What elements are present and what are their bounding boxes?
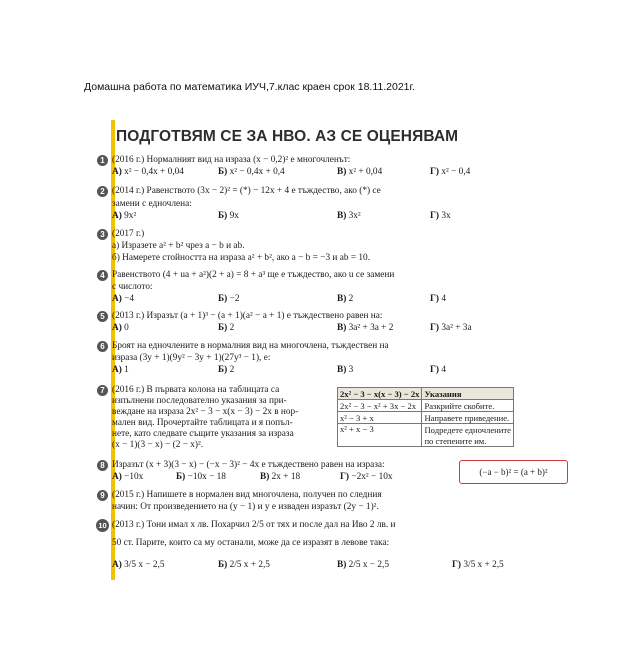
problem-text: изпълнени последователно указания за при- xyxy=(112,396,287,406)
answer-b: Б) 9x xyxy=(218,211,239,221)
answer-d: Г) 4 xyxy=(430,294,446,304)
answer-a: А) 0 xyxy=(112,323,129,333)
answer-b: Б) x² − 0,4x + 0,4 xyxy=(218,167,285,177)
answer-a: А) x² − 0,4x + 0,04 xyxy=(112,167,184,177)
answer-c: В) 3 xyxy=(337,365,354,375)
problem-text: Броят на едночлените в нормалния вид на многочлена, тъждествен на xyxy=(112,341,389,351)
problem-text: веждане на израза 2x² − 3 − x(x − 3) − 2x в нор- xyxy=(112,407,299,417)
answer-d: Г) −2x² − 10x xyxy=(340,472,393,482)
problem-text: израза (3y + 1)(9y² − 3y + 1)(27y³ − 1), е: xyxy=(112,353,271,363)
problem-number-badge: 2 xyxy=(97,186,108,197)
answer-b: Б) −10x − 18 xyxy=(176,472,226,482)
table-header-cell: Указания xyxy=(422,388,513,400)
problem-text: (2013 г.) Изразът (a + 1)³ − (a + 1)(a² − a + 1) е тъждествено равен на: xyxy=(112,311,383,321)
problem-number-badge: 10 xyxy=(96,519,109,532)
table-cell: по степените им. xyxy=(422,435,513,447)
problem-number-badge: 4 xyxy=(97,270,108,281)
answer-c: В) 3a² + 3a + 2 xyxy=(337,323,394,333)
problem-text: (2017 г.) xyxy=(112,229,145,239)
answer-b: Б) 2 xyxy=(218,323,235,333)
problem-text: мален вид. Прочертайте таблицата и я попъл- xyxy=(112,418,293,428)
table-row xyxy=(338,424,514,436)
answer-c: В) 2/5 x − 2,5 xyxy=(337,560,389,570)
problem-text: начин: От произведението на (y − 1) и y е изваден изразът (2y − 1)². xyxy=(112,502,379,512)
table-cell: x² + x − 3 xyxy=(338,424,422,447)
problem-number-badge: 7 xyxy=(97,385,108,396)
homework-header: Домашна работа по математика ИУЧ,7.клас краен срок 18.11.2021г. xyxy=(84,81,415,93)
problem-text: (2015 г.) Напишете в нормален вид многочлена, получен по следния xyxy=(112,490,382,500)
problem-text: б) Намерете стойността на израза a² + b², ако a − b = −3 и ab = 10. xyxy=(112,253,371,263)
table-cell: x² − 3 + x xyxy=(338,412,422,424)
table-cell: Подредете едночлените xyxy=(422,424,513,436)
table-row xyxy=(338,400,514,412)
problem-text: 50 ст. Парите, които са му останали, може да се изразят в левове така: xyxy=(112,538,390,548)
answer-c: В) 2x + 18 xyxy=(260,472,301,482)
answer-c: В) x² + 0,04 xyxy=(337,167,383,177)
answer-b: Б) −2 xyxy=(218,294,240,304)
answer-a: А) −4 xyxy=(112,294,135,304)
problem-text: нете, като следвате същите указания за израза xyxy=(112,429,294,439)
problem-number-badge: 1 xyxy=(97,155,108,166)
answer-a: А) 3/5 x − 2,5 xyxy=(112,560,165,570)
section-title: ПОДГОТВЯМ СЕ ЗА НВО. АЗ СЕ ОЦЕНЯВАМ xyxy=(116,128,459,145)
problem-number-badge: 3 xyxy=(97,229,108,240)
problem-number-badge: 9 xyxy=(97,490,108,501)
answer-c: В) 2 xyxy=(337,294,354,304)
problem-text: (2016 г.) В първата колона на таблицата са xyxy=(112,385,280,395)
problem-number-badge: 8 xyxy=(97,460,108,471)
instructions-table xyxy=(337,387,514,447)
answer-b: Б) 2/5 x + 2,5 xyxy=(218,560,270,570)
problem-text: а) Изразете a² + b² чрез a − b и ab. xyxy=(112,241,245,251)
problem-text: (2013 г.) Тони имал x лв. Похарчил 2/5 от тях и после дал на Иво 2 лв. и xyxy=(112,520,396,530)
answer-d: Г) 3a² + 3a xyxy=(430,323,472,333)
answer-d: Г) 4 xyxy=(430,365,446,375)
table-header-row xyxy=(338,388,514,400)
table-cell: Направете приведение. xyxy=(422,412,513,424)
table-header-cell: 2x² − 3 − x(x − 3) − 2x xyxy=(338,388,422,400)
problem-number-badge: 6 xyxy=(97,341,108,352)
problem-text: Равенството (4 + ua + a²)(2 + a) = 8 + a³ ще е тъждество, ако u се замени xyxy=(112,270,395,280)
answer-d: Г) 3x xyxy=(430,211,451,221)
answer-a: А) 1 xyxy=(112,365,129,375)
answer-a: А) −10x xyxy=(112,472,144,482)
problem-number-badge: 5 xyxy=(97,311,108,322)
answer-b: Б) 2 xyxy=(218,365,235,375)
answer-a: А) 9x² xyxy=(112,211,137,221)
table-cell: Разкрийте скобите. xyxy=(422,400,513,412)
problem-text: (2016 г.) Нормалният вид на израза (x − 0,2)² е многочленът: xyxy=(112,155,351,165)
problem-text: (x − 1)(3 − x) − (2 − x)². xyxy=(112,440,204,450)
problem-text: с числото: xyxy=(112,282,153,292)
answer-d: Г) x² − 0,4 xyxy=(430,167,471,177)
problem-text: замени с едночлена: xyxy=(112,199,192,209)
answer-d: Г) 3/5 x + 2,5 xyxy=(452,560,504,570)
table-cell: 2x² − 3 − x² + 3x − 2x xyxy=(338,400,422,412)
problem-text: (2014 г.) Равенството (3x − 2)² = (*) − 12x + 4 е тъждество, ако (*) се xyxy=(112,186,381,196)
formula-box: (−a − b)² = (a + b)² xyxy=(459,460,568,484)
table-row xyxy=(338,412,514,424)
answer-c: В) 3x² xyxy=(337,211,361,221)
problem-text: Изразът (x + 3)(3 − x) − (−x − 3)² − 4x е тъждествено равен на израза: xyxy=(112,460,385,470)
